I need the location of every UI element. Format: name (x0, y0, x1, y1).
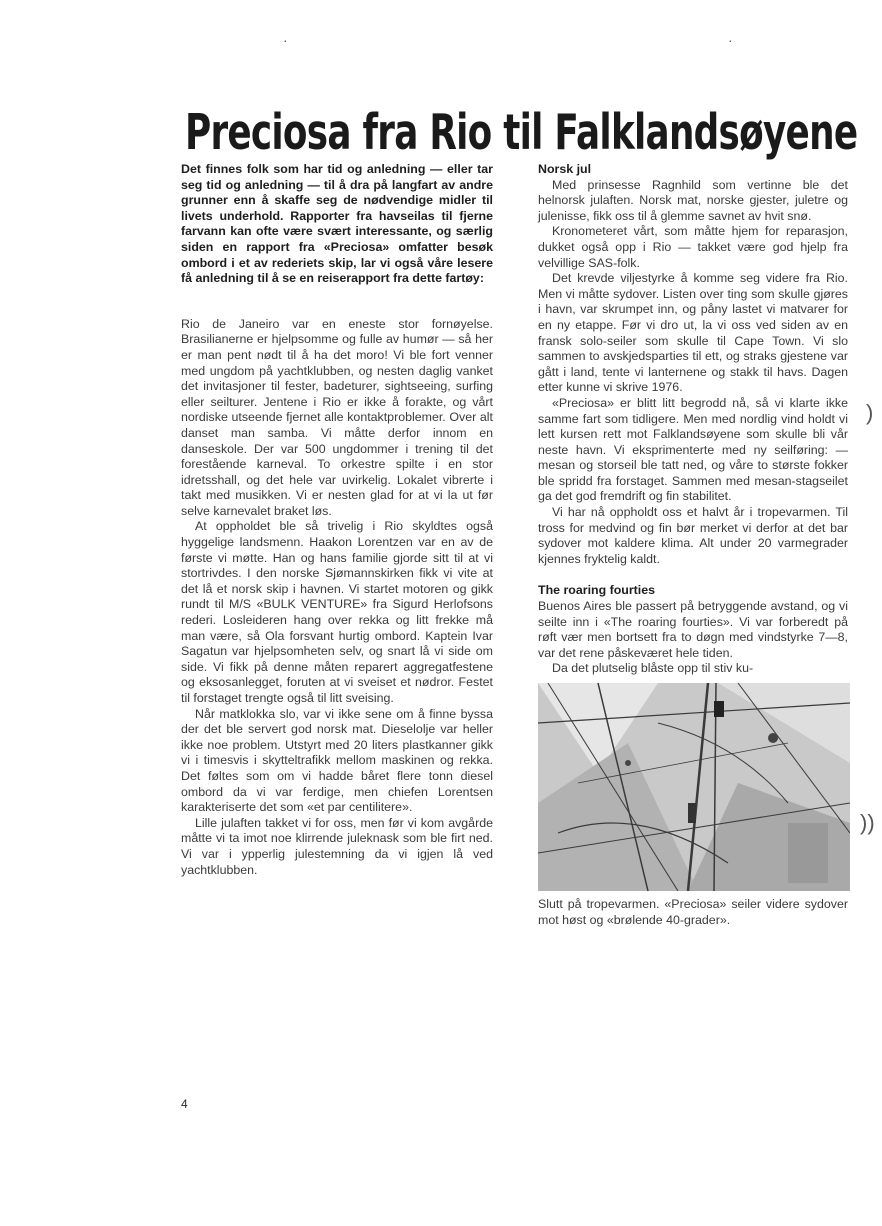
body-paragraph: Vi har nå oppholdt oss et halvt år i tropevarmen. Til tross for medvind og fin bør merket vi derfor at det bar sydover mot kaldere klima. Alt under 20 varmegrader kjennes fryktelig kaldt. (538, 505, 848, 566)
body-paragraph: At oppholdet ble så trivelig i Rio skyldtes også hyggelige landsmenn. Haakon Lorentzen var en av de første vi møtte. Han og hans familie gjorde sitt til at vi stortrivdes. I den norske Sjømannskirken fikk vi vite at det lå et norsk skip i havnen. Vi startet motoren og gikk rundt til M/S «BULK VENTURE» fra Sigurd Herlofsons rederi. Losleideren hang over rekka og litt frekke må man være, så Ola forsvant hurtig ombord. Kaptein Ivar Sagatun var hjelpsomheten selv, og snart lå vi side om side. Vi fikk på denne måten reparert aggregatfestene og eksosanlegget, foruten at vi sveiset et nødror. Festet til forstaget trengte også til litt sveising. (181, 519, 493, 705)
body-paragraph: «Preciosa» er blitt litt begrodd nå, så vi klarte ikke samme fart som tidligere. Men med nordlig vind holdt vi lett kursen rett mot Falklandsøyene som skulle bli vår neste havn. Vi eksprimenterte med ny seilføring: — mesan og storseil ble tatt ned, og våre to største fokker ble spridd fra forstaget. Sammen med mesan-stagseilet ga det god fremdrift og fin stabilitet. (538, 395, 848, 504)
body-paragraph: Lille julaften takket vi for oss, men før vi kom avgårde måtte vi ta imot noe klirrende juleknask som ble firt ned. Vi var i ypperlig julestemning da vi igjen lå ved yachtklubben. (181, 815, 493, 877)
scan-mark: · (728, 32, 733, 48)
page-number: 4 (181, 1097, 188, 1111)
body-paragraph: Buenos Aires ble passert på betryggende avstand, og vi seilte inn i «The roaring fourties». Vi var forberedt på røft vær men bortsett fra to døgn med vindstyrke 7—8, var det rene påskeværet hele tiden. (538, 599, 848, 660)
binding-hole-mark: )) (860, 810, 875, 835)
binding-hole-mark: ) (866, 400, 874, 425)
article-title: Preciosa fra Rio til Falklandsøyene (185, 104, 858, 161)
body-paragraph: Da det plutselig blåste opp til stiv ku- (552, 661, 754, 676)
photo-caption: Slutt på tropevarmen. «Preciosa» seiler videre sydover mot høst og «brølende 40-grader». (538, 897, 848, 927)
rigging-illustration (538, 683, 850, 891)
section-heading-roaring-fourties: The roaring fourties (538, 583, 656, 598)
section-body-norsk-jul (538, 178, 848, 568)
sailboat-rigging-photo (538, 683, 850, 891)
left-body (181, 317, 493, 878)
body-paragraph: Kronometeret vårt, som måtte hjem for reparasjon, dukket også opp i Rio — takket være god hjelp fra velvillige SAS-folk. (538, 224, 848, 270)
body-paragraph: Rio de Janeiro var en eneste stor fornøyelse. Brasilianerne er hjelpsomme og fulle av humør — så her er man pent nødt til å ha det moro! Vi ble fort venner med ungdom på yachtklubben, og nesten daglig vanket det invitasjoner til fester, badeturer, sightseeing, surfing eller seilturer. Jentene i Rio er ikke å forakte, og vårt nordiske utseende fjernet alle kontaktproblemer. Over alt danset man samba. Vi måtte derfor innom en danseskole. Der var 500 ungdommer i trening til det forestående karneval. To orkestre spilte i en stor idretsshall, og det hele var uvirkelig. Lokalet vibrerte i takt med musikken. Vi er nesten glad for at vi la ut før selve karnevalet braket løs. (181, 316, 493, 518)
left-column (181, 162, 493, 878)
article-lead: Det finnes folk som har tid og anledning — eller tar seg tid og anledning — til å dra på langfart av andre grunner enn å skaffe seg de nødvendige midler til livets underhold. Rapporter fra havseilas til fjerne farvann kan ofte være svært interessante, og særlig siden en rapport fra «Preciosa» omfatter besøk ombord i et av rederiets skip, lar vi også våre lesere få anledning til å se en reiserapport fra dette fartøy: (181, 162, 493, 286)
body-paragraph: Når matklokka slo, var vi ikke sene om å finne byssa der det ble servert god norsk mat. Dieselolje var heller ikke noe problem. Utstyrt med 20 liters plastkanner gikk vi i timesvis i skytteltrafikk mellom maskinen og rekka. Det føltes som om vi hadde båret flere tonn diesel ombord da vi var ferdige, men chiefen Lorentsen karakteriserte det som «et par centilitere». (181, 706, 493, 815)
body-paragraph: Med prinsesse Ragnhild som vertinne ble det helnorsk julaften. Norsk mat, norske gjester, juletre og julenisse, fikk oss til å glemme savnet av hvit snø. (538, 177, 848, 223)
body-paragraph: Det krevde viljestyrke å komme seg videre fra Rio. Men vi måtte sydover. Listen over ting som skulle gjøres i havn, var skrumpet inn, og påny lastet vi matvarer for en ny etappe. Før vi dro ut, la vi oss ved siden av en fransk solo-seiler som skulle til Cape Town. Vi slo sammen to avskjedsparties til ett, og straks gjestene var gått i land, tente vi lanternene og stakk til havs. Dagen etter kunne vi skrive 1976. (538, 271, 848, 395)
section-body-roaring-fourties (538, 599, 848, 677)
section-heading-norsk-jul: Norsk jul (538, 162, 592, 176)
right-column (538, 162, 848, 928)
scan-mark: · (283, 32, 288, 48)
